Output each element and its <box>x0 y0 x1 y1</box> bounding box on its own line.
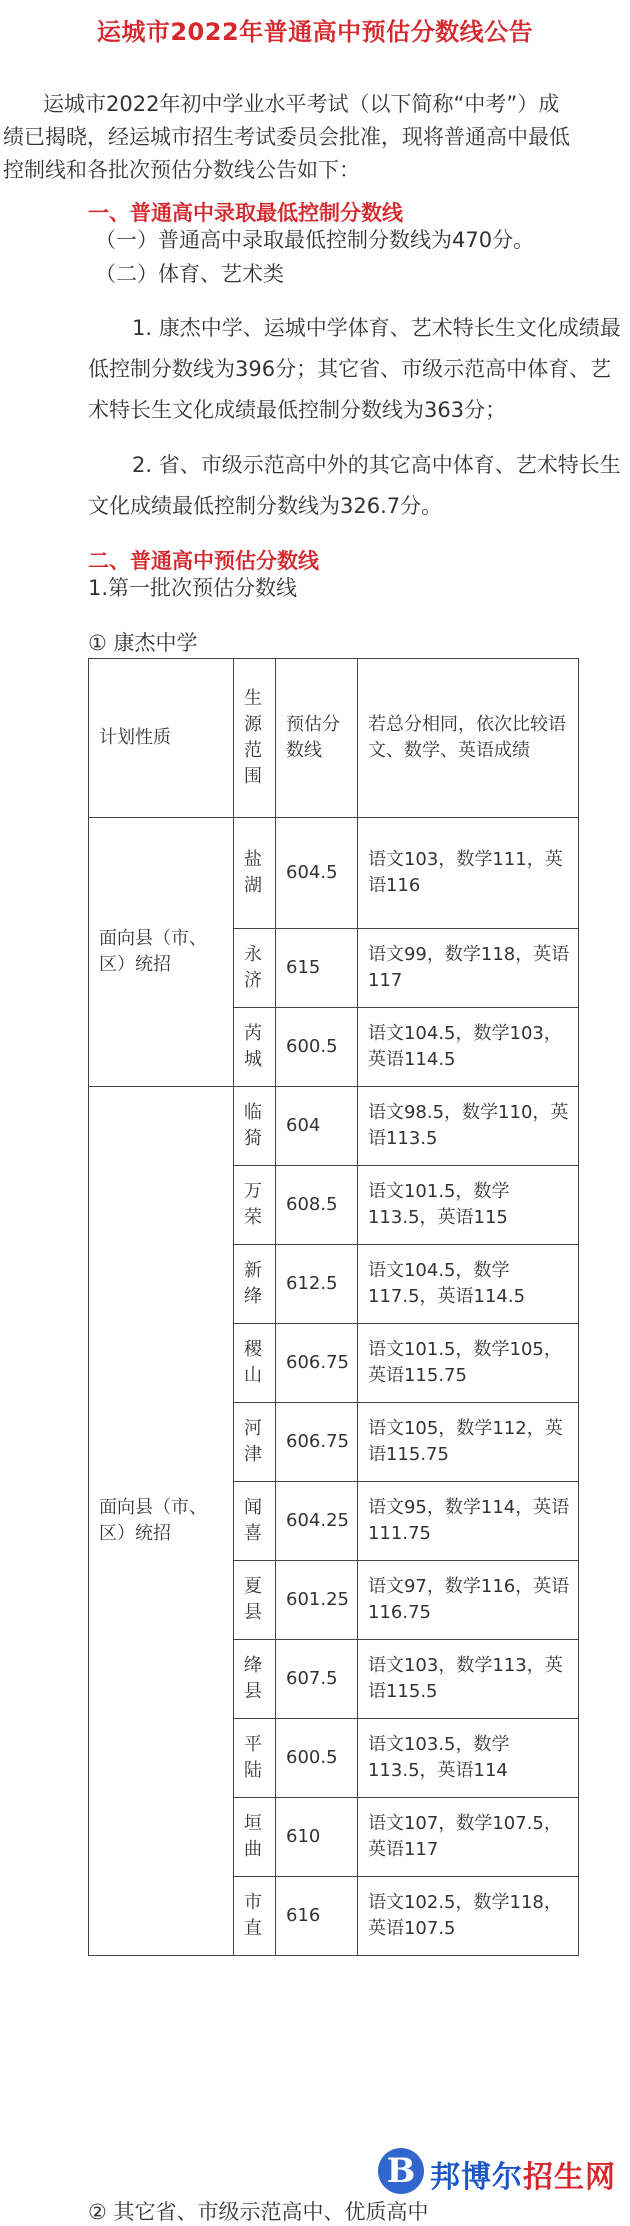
area-cell: 平陆 <box>234 1719 276 1798</box>
table-row <box>89 1087 579 1166</box>
section1-para2: 2. 省、市级示范高中外的其它高中体育、艺术特长生文化成绩最低控制分数线为326.7分。 <box>88 453 621 518</box>
score-cell: 608.5 <box>276 1166 358 1245</box>
area-cell: 河津 <box>234 1403 276 1482</box>
next-school-label: ② 其它省、市级示范高中、优质高中 <box>88 2200 429 2224</box>
score-cell: 615 <box>276 929 358 1008</box>
section2-heading: 二、普通高中预估分数线 <box>88 549 319 573</box>
group2-label: 面向县（市、区）统招 <box>89 1087 234 1956</box>
score-cell: 606.75 <box>276 1324 358 1403</box>
area-cell: 新绛 <box>234 1245 276 1324</box>
score-cell: 612.5 <box>276 1245 358 1324</box>
section1-heading: 一、普通高中录取最低控制分数线 <box>88 201 403 225</box>
tiebreak-cell: 语文105，数学112，英语115.75 <box>357 1403 578 1482</box>
tiebreak-cell: 语文104.5，数学103，英语114.5 <box>357 1008 578 1087</box>
tiebreak-cell: 语文97，数学116，英语116.75 <box>357 1561 578 1640</box>
table-header-row <box>89 659 579 818</box>
area-cell: 稷山 <box>234 1324 276 1403</box>
tiebreak-cell: 语文101.5，数学105，英语115.75 <box>357 1324 578 1403</box>
tiebreak-cell: 语文103，数学113，英语115.5 <box>357 1640 578 1719</box>
score-cell: 616 <box>276 1877 358 1956</box>
school-label: ① 康杰中学 <box>88 631 198 655</box>
header-plan: 计划性质 <box>89 659 234 818</box>
area-cell: 永济 <box>234 929 276 1008</box>
tiebreak-cell: 语文98.5，数学110，英语113.5 <box>357 1087 578 1166</box>
score-cell: 604.5 <box>276 818 358 929</box>
tiebreak-cell: 语文103.5，数学113.5，英语114 <box>357 1719 578 1798</box>
table-row <box>89 818 579 929</box>
header-score: 预估分数线 <box>276 659 358 818</box>
score-cell: 601.25 <box>276 1561 358 1640</box>
header-tiebreak: 若总分相同，依次比较语文、数学、英语成绩 <box>357 659 578 818</box>
section2-batch1: 1.第一批次预估分数线 <box>88 576 298 600</box>
score-cell: 600.5 <box>276 1008 358 1087</box>
intro-paragraph: 运城市2022年初中学业水平考试（以下简称“中考”）成绩已揭晓，经运城市招生考试委员会批准，现将普通高中最低控制线和各批次预估分数线公告如下： <box>3 92 570 182</box>
watermark-text-blue: 邦博尔 <box>430 2160 523 2195</box>
tiebreak-cell: 语文103，数学111，英语116 <box>357 818 578 929</box>
area-cell: 绛县 <box>234 1640 276 1719</box>
area-cell: 市直 <box>234 1877 276 1956</box>
page-title: 运城市2022年普通高中预估分数线公告 <box>96 18 534 46</box>
watermark-text <box>430 2152 616 2196</box>
score-cell: 606.75 <box>276 1403 358 1482</box>
watermark-logo-icon: B <box>378 2148 424 2194</box>
area-cell: 盐湖 <box>234 818 276 929</box>
score-cell: 604.25 <box>276 1482 358 1561</box>
section1-para1: 1. 康杰中学、运城中学体育、艺术特长生文化成绩最低控制分数线为396分；其它省、市级示范高中体育、艺术特长生文化成绩最低控制分数线为363分； <box>88 316 621 422</box>
score-cell: 610 <box>276 1798 358 1877</box>
score-cell: 604 <box>276 1087 358 1166</box>
score-table <box>88 658 579 1956</box>
area-cell: 芮城 <box>234 1008 276 1087</box>
area-cell: 夏县 <box>234 1561 276 1640</box>
section1-item2: （二）体育、艺术类 <box>95 262 284 286</box>
tiebreak-cell: 语文107，数学107.5，英语117 <box>357 1798 578 1877</box>
section1-item1: （一）普通高中录取最低控制分数线为470分。 <box>95 228 535 252</box>
tiebreak-cell: 语文104.5，数学117.5，英语114.5 <box>357 1245 578 1324</box>
tiebreak-cell: 语文95，数学114，英语111.75 <box>357 1482 578 1561</box>
score-cell: 600.5 <box>276 1719 358 1798</box>
area-cell: 垣曲 <box>234 1798 276 1877</box>
area-cell: 闻喜 <box>234 1482 276 1561</box>
header-source: 生源范围 <box>234 659 276 818</box>
area-cell: 临猗 <box>234 1087 276 1166</box>
group1-label: 面向县（市、区）统招 <box>89 818 234 1087</box>
tiebreak-cell: 语文102.5，数学118，英语107.5 <box>357 1877 578 1956</box>
tiebreak-cell: 语文99，数学118，英语117 <box>357 929 578 1008</box>
area-cell: 万荣 <box>234 1166 276 1245</box>
tiebreak-cell: 语文101.5，数学113.5，英语115 <box>357 1166 578 1245</box>
score-cell: 607.5 <box>276 1640 358 1719</box>
watermark-text-red: 招生网 <box>523 2160 616 2195</box>
